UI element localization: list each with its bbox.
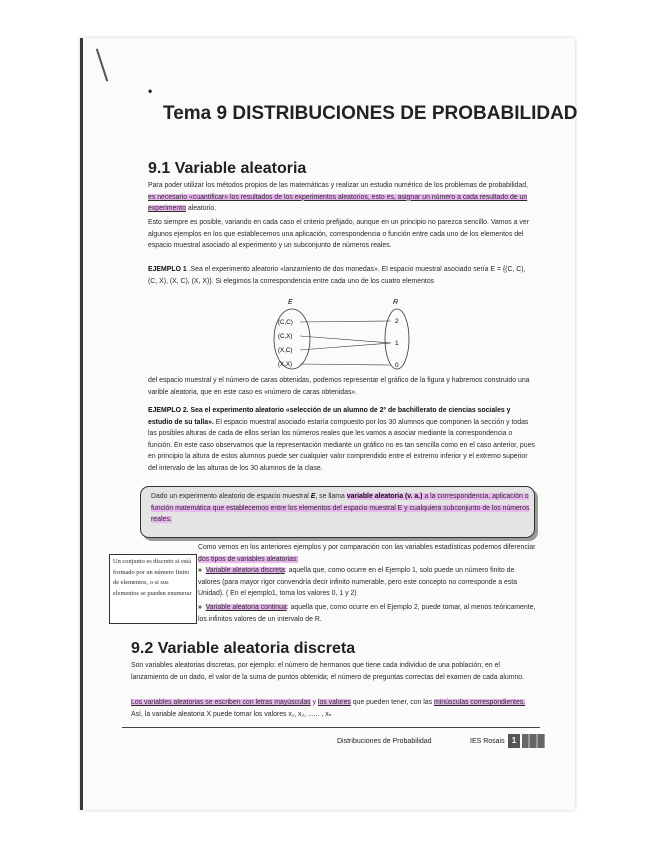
paragraph-after-diagram: del espacio muestral y el número de caras obtenidas, podemos representar el gráfico de la figura y habremos construido una varible aleatoria, que en este caso es «número de caras obtenidas». [148, 377, 530, 396]
footer-school: IES Rosais [470, 738, 505, 745]
side-note-text: Un conjunto es discreto si está formado por un número finito de elementos, o si sus elementos se pueden enumerar [113, 558, 192, 597]
bullet-dot: • [148, 84, 153, 98]
diagram-label-e: E [288, 299, 293, 306]
page-edge [80, 38, 83, 810]
section-9-2-heading: 9.2 Variable aleatoria discreta [131, 640, 356, 657]
definition-box [140, 486, 535, 538]
arrow-xc [300, 343, 391, 350]
highlight-cuantificar: es necesario «cuantificar» los resultados de los experimentos aleatorios, esto es, asignar un número a cada resultado de un experimento [148, 193, 528, 213]
section-9-1-heading: 9.1 Variable aleatoria [148, 160, 307, 177]
definition-text: Dado un experimento aleatorio de espacio muestral E, se llama variable aleatoria (v. a.) a la correspondencia, aplicación o función matemática que establecemos entre los elementos del espacio muestral E y cualquiera subconjunto de los números reales. [151, 493, 530, 524]
arrow-xx [300, 364, 391, 365]
value-0: 0 [395, 362, 399, 369]
example-1: EJEMPLO 1 .Sea el experimento aleatorio «lanzamiento de dos monedas». El espacio muestral asociado sería E = {(C, C), (C, X), (X, C), (X, X)}. Si elegimos la correspondencia entre cada uno de los cuatro elementos [148, 266, 526, 285]
arrow-cc [300, 321, 391, 322]
element-xc: (X,C) [278, 347, 293, 354]
footer-separator [122, 727, 540, 728]
element-cc: (C,C) [278, 319, 293, 326]
paragraph-notation: Los variables aleatorias se escriben con letras mayúsculas y los valores que pueden tener, con las minúsculas correspondientes. Así, la variable aleatoria X puede tomar los valores x₁, x₂, ...... , xₙ [131, 699, 526, 718]
types-intro: Como vemos en los anteriores ejemplos y por comparación con las variables estadísticas podemos diferenciar dos tipos de variables aleatorias: [198, 544, 536, 563]
page-number: 1 [508, 734, 520, 748]
element-cx: (C,X) [278, 333, 293, 340]
paragraph-discrete-examples: Son variables aleatorias discretas, por ejemplo: el número de hermanos que tiene cada individuo de una población; en el lanzamiento de un dado, el valor de la suma de puntos obtenida; el número de preguntas correctas del examen de cada alumno. [131, 662, 525, 681]
value-2: 2 [395, 318, 399, 325]
side-note-box [109, 554, 197, 624]
example-2: EJEMPLO 2. Sea el experimento aleatorio «selección de un alumno de 2º de bachillerato de ciencias sociales y estudio de su talla». El espacio muestral asociado estaría compuesto por los 30 alumnos que componen la sección y todas las posibles alturas de cada de ellos serían los números reales que les vamos a asociar mediante la correspondencia o función. En este caso observamos que la representación mediante un gráfico no es tan sencilla como en el caso anterior, pues en principio la altura de estos alumnos puede ser cualquier valor comprendido entre el extremo inferior y el extremo superior del intervalo de las alturas de los 30 alumnos de la clase. [148, 407, 535, 472]
element-xx: (X,X) [278, 361, 293, 368]
page-bar [522, 734, 545, 748]
paragraph-explanation: Esto siempre es posible, variando en cada caso el criterio prefijado, aunque en un principio no parezca sencillo. Vamos a ver algunos ejemplos en los que establecemos una aplicación, correspondencia o función entre cada uno de los elementos del espacio muestral asociado al experimento y un subconjunto de números reales. [148, 219, 529, 250]
mapping-diagram [270, 295, 420, 375]
type-continua: » Variable aleatoria continua: aquella que, como ocurre en el Ejemplo 2, puede tomar, al menos teóricamente, los infinitos valores de un intervalo de R. [198, 604, 536, 623]
paragraph-intro: Para poder utilizar los métodos propios de las matemáticas y realizar un estudio numérico de los problemas de probabilidad, es necesario «cuantificar» los resultados de los experimentos aleatorios, esto es, asignar un número a cada resultado de un experimento aleatorio. [148, 182, 528, 213]
page-title: Tema 9 DISTRIBUCIONES DE PROBABILIDAD [163, 103, 578, 124]
diagram-label-r: R [393, 299, 399, 306]
arrow-cx [300, 336, 391, 343]
footer-title: Distribuciones de Probabilidad [337, 738, 432, 745]
type-discreta: » Variable aleatoria discreta: aquella que, como ocurre en el Ejemplo 1, solo puede un número finito de valores (para mayor rigor convendría decir infinito numerable, pero este concepto no corresponde a esta Unidad). ( En el ejemplo1, toma los valores 0, 1 y 2) [198, 567, 518, 598]
value-1: 1 [395, 340, 399, 347]
